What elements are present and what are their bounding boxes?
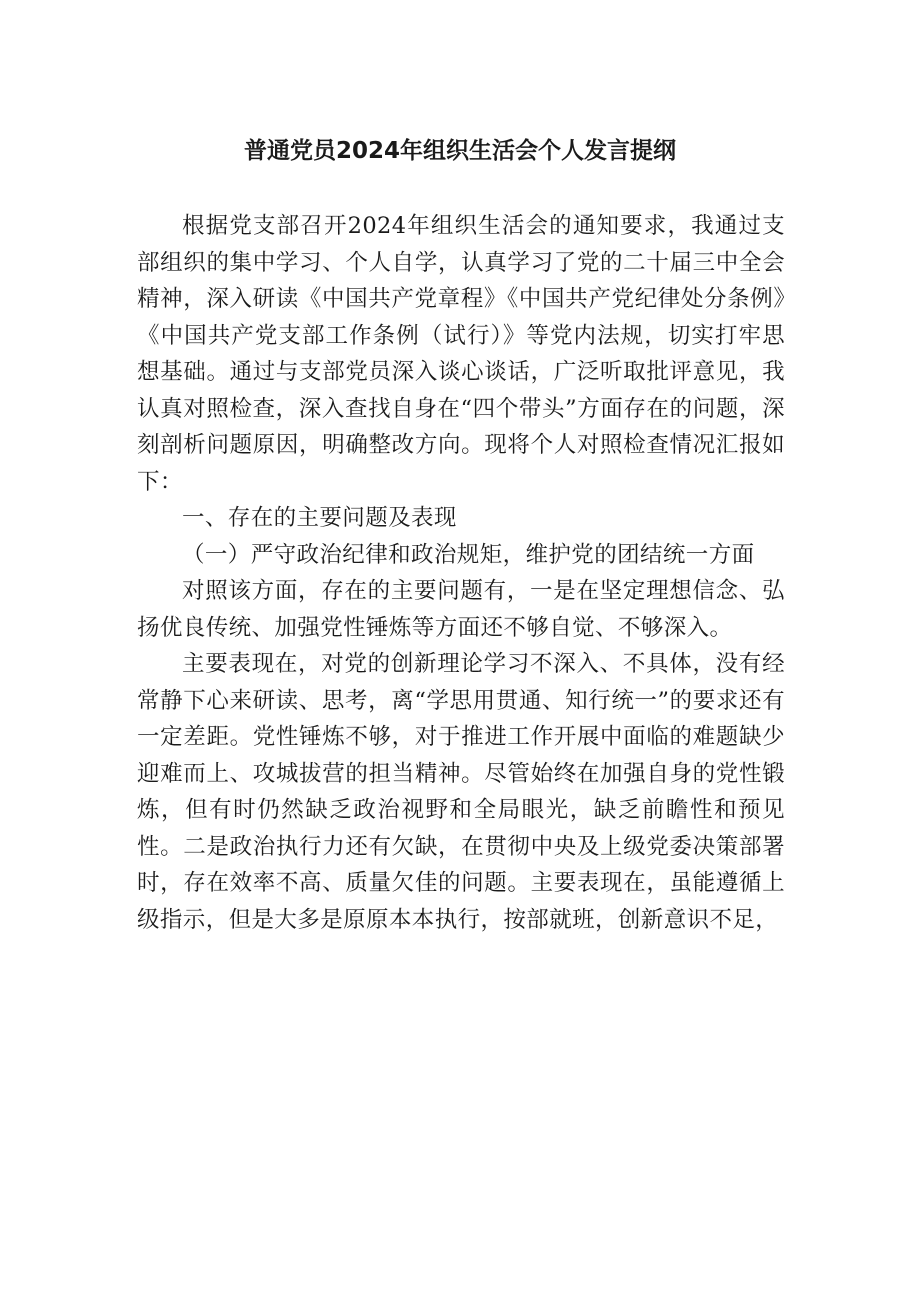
paragraph-problem: 对照该方面，存在的主要问题有，一是在坚定理想信念、弘扬优良传统、加强党性锤炼等方面还不够自觉、不够深入。 (137, 578, 785, 641)
paragraph-details: 主要表现在，对党的创新理论学习不深入、不具体，没有经常静下心来研读、思考，离“学思用贯通、知行统一”的要求还有一定差距。党性锤炼不够，对于推进工作开展中面临的难题缺少迎难而上、攻城拔营的担当精神。尽管始终在加强自身的党性锻炼，但有时仍然缺乏政治视野和全局眼光，缺乏前瞻性和预见性。二是政治执行力还有欠缺，在贯彻中央及上级党委决策部署时，存在效率不高、质量欠佳的问题。主要表现在，虽能遵循上级指示，但是大多是原原本本执行，按部就班，创新意识不足， (137, 651, 785, 933)
section-heading: 一、存在的主要问题及表现 (182, 505, 457, 531)
document-title: 普通党员2024年组织生活会个人发言提纲 (243, 138, 676, 164)
document-body (137, 208, 785, 938)
subsection-heading: （一）严守政治纪律和政治规矩，维护党的团结统一方面 (182, 541, 755, 568)
paragraph-intro: 根据党支部召开2024年组织生活会的通知要求，我通过支部组织的集中学习、个人自学，认真学习了党的二十届三中全会精神，深入研读《中国共产党章程》《中国共产党纪律处分条例》《中国共产党支部工作条例（试行）》等党内法规，切实打牢思想基础。通过与支部党员深入谈心谈话，广泛听取批评意见，我认真对照检查，深入查找自身在“四个带头”方面存在的问题，深刻剖析问题原因，明确整改方向。现将个人对照检查情况汇报如下： (137, 213, 785, 495)
